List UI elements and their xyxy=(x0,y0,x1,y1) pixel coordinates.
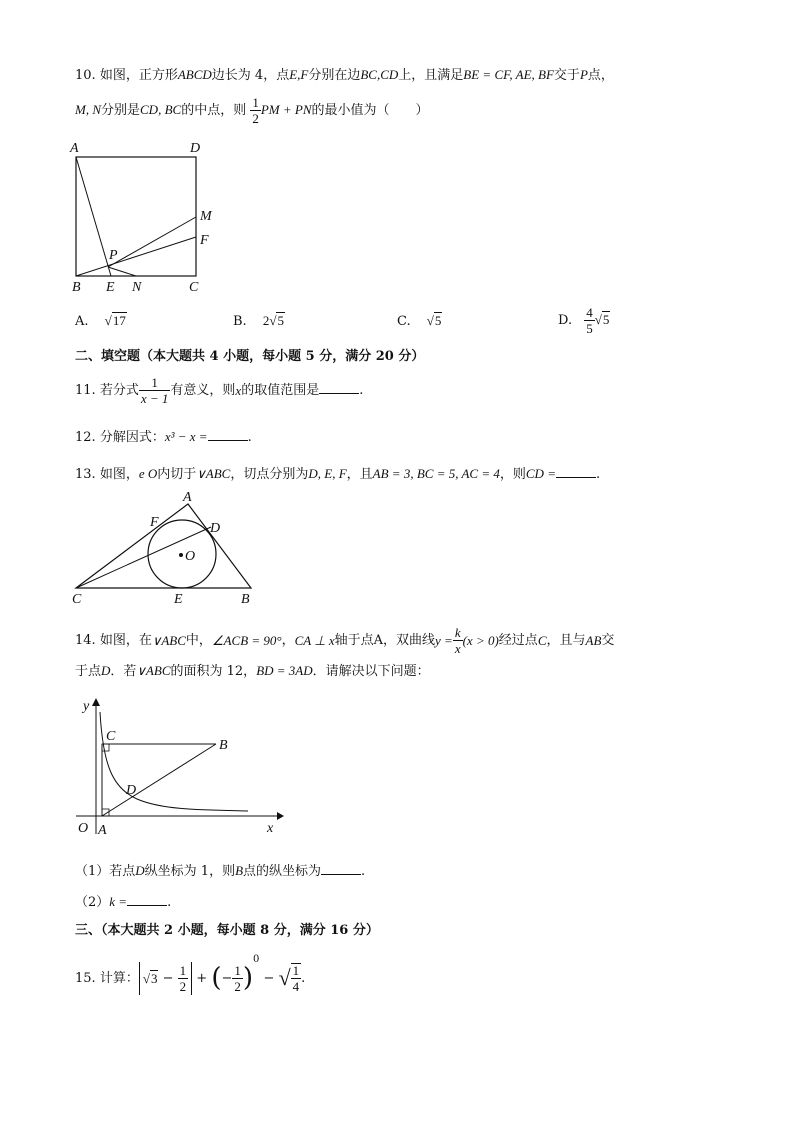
label-P: P xyxy=(109,248,118,263)
q14-sub2: （2）k = . xyxy=(75,894,172,910)
q11-answer-blank[interactable] xyxy=(319,381,359,394)
half-fraction: $\frac{1}{2}$ xyxy=(252,95,259,126)
label-x: x xyxy=(267,821,274,836)
q10-square-figure xyxy=(68,138,228,296)
option-b[interactable]: B. 2√5 xyxy=(233,313,284,329)
label-C: C xyxy=(72,592,82,607)
label-O: O xyxy=(78,821,89,836)
abs-value-expr: √3 − $\frac{1}{2}$ xyxy=(139,962,192,995)
label-O: O xyxy=(185,549,196,564)
label-M: M xyxy=(200,209,212,224)
q14-line1: 14. 如图，在∨ABC中，∠ACB = 90°，CA ⊥ x轴于点A，双曲线y = $\frac{k}{x}$ (x > 0)经过点C，且与AB交 xyxy=(75,625,615,656)
label-D: D xyxy=(210,521,221,536)
q12-answer-blank[interactable] xyxy=(208,428,248,441)
label-C: C xyxy=(106,729,116,744)
q13: 13. 如图，e O内切于∨ABC，切点分别为D, E, F，且AB = 3, BC = 5, AC = 4，则CD = . xyxy=(75,466,601,482)
label-y: y xyxy=(83,699,90,714)
label-A: A xyxy=(70,141,79,156)
label-N: N xyxy=(132,280,142,295)
label-E: E xyxy=(106,280,115,295)
q15: 15. 计算： √3 − $\frac{1}{2}$ + ( − $\frac{1}{2}$ ) 0 − √ $\frac{1}{4}$ . xyxy=(75,954,306,994)
q10-line2: M, N分别是CD, BC的中点，则 $\frac{1}{2}$ PM + PN的最小值为（ ） xyxy=(75,95,429,126)
q14-2-answer-blank[interactable] xyxy=(127,893,167,906)
label-D: D xyxy=(190,141,201,156)
label-F: F xyxy=(150,515,159,530)
label-A: A xyxy=(98,823,107,838)
section-2-title: 二、填空题（本大题共 4 小题，每小题 5 分，满分 20 分） xyxy=(75,349,425,364)
q10-line1: 10. 如图，正方形ABCD边长为 4，点E,F分别在边BC,CD上，且满足BE = CF, AE, BF交于P点， xyxy=(75,67,614,83)
q11: 11. 若分式 $\frac{1}{x - 1}$ 有意义，则x的取值范围是 . xyxy=(75,375,364,406)
option-c[interactable]: C. √5 xyxy=(397,313,442,329)
q14-sub1: （1）若点D纵坐标为 1，则B点的纵坐标为 . xyxy=(75,863,366,879)
section-3-title: 三、（本大题共 2 小题，每小题 8 分，满分 16 分） xyxy=(75,923,379,938)
label-A: A xyxy=(183,490,192,505)
q13-triangle-figure xyxy=(68,488,268,608)
q12: 12. 分解因式：x³ − x = . xyxy=(75,429,252,445)
label-D: D xyxy=(126,783,137,798)
label-E: E xyxy=(174,592,183,607)
option-d[interactable]: D. $\frac{4}{5}$ √5 xyxy=(558,305,610,336)
q14-hyperbola-figure xyxy=(72,694,292,840)
label-C: C xyxy=(189,280,199,295)
q14-1-answer-blank[interactable] xyxy=(321,862,361,875)
q13-answer-blank[interactable] xyxy=(556,465,596,478)
label-B: B xyxy=(72,280,81,295)
label-B: B xyxy=(219,738,228,753)
label-B: B xyxy=(241,592,250,607)
q14-line2: 于点D．若∨ABC的面积为 12，BD = 3AD．请解决以下问题： xyxy=(75,663,430,679)
option-a[interactable]: A. √17 xyxy=(75,313,126,329)
label-F: F xyxy=(200,233,209,248)
